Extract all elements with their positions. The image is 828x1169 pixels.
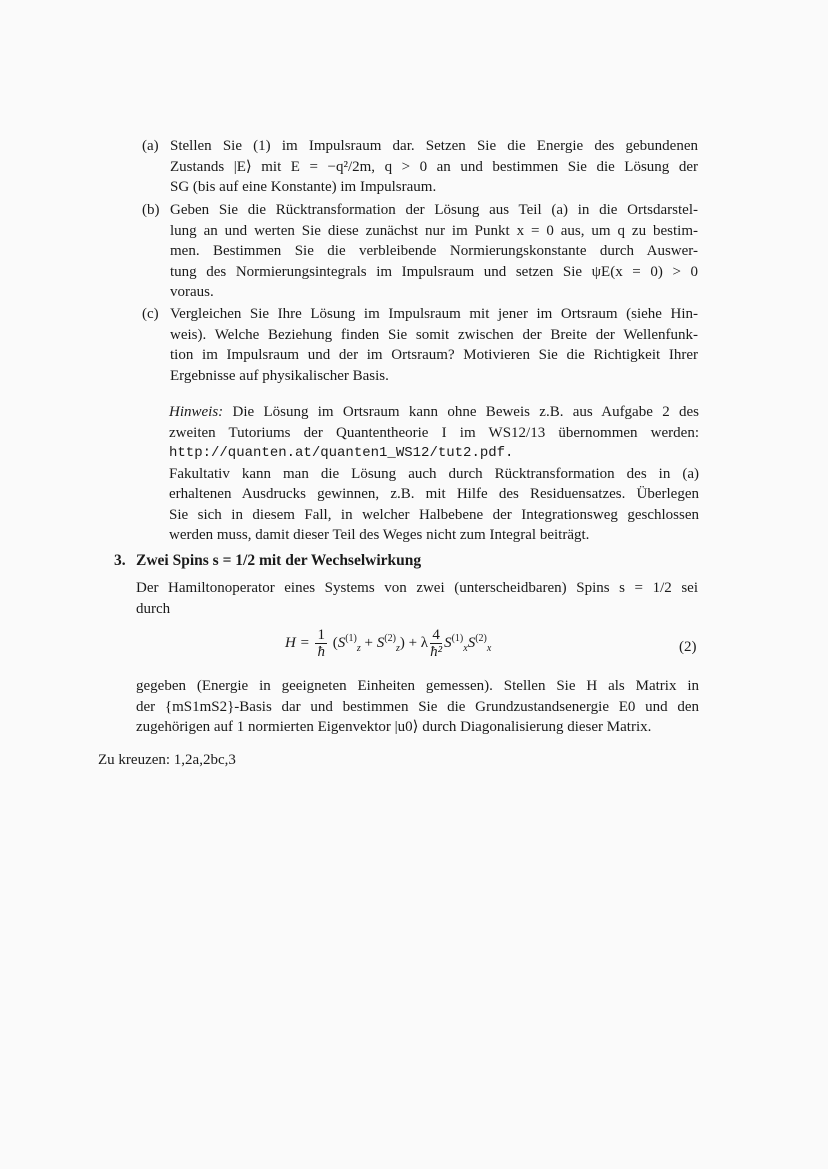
eq-fraction-1 [315, 627, 327, 660]
text-line: Ergebnisse auf physikalischer Basis. [170, 367, 389, 384]
text-line: Der Hamiltonoperator eines Systems von zwei (unterscheidbaren) Spins s = 1/2 sei [136, 580, 698, 596]
hint-line: werden muss, damit dieser Teil des Weges nicht zum Integral beiträgt. [169, 527, 590, 543]
eq-sub-x: x [463, 642, 468, 654]
text-line: Vergleichen Sie Ihre Lösung im Impulsraum mit jener im Ortsraum (siehe Hin- [170, 306, 698, 322]
eq-sz1: S [337, 634, 346, 651]
section-3 [114, 551, 704, 617]
subtask-b [142, 200, 698, 303]
text-line: zugehörigen auf 1 normierten Eigenvektor |u0⟩ durch Diagonalisierung dieser Matrix. [136, 719, 652, 735]
eq-paren-close: ) [399, 634, 405, 651]
hint-text: Die Lösung im Ortsraum kann ohne Beweis z.B. aus Aufgabe 2 des [232, 404, 699, 420]
text-line: gegeben (Energie in geeigneten Einheiten gemessen). Stellen Sie H als Matrix in [136, 678, 699, 694]
eq-fraction-2 [430, 627, 442, 660]
eq-sup-1: (1) [345, 632, 357, 644]
section-after-text [136, 676, 699, 738]
subtask-a-text [170, 136, 698, 198]
eq-sx2: S [467, 634, 476, 651]
subtask-a [142, 136, 698, 198]
eq-sub-x: x [486, 642, 492, 654]
section-title-text: Zwei Spins s = 1/2 mit der Wechselwirkung [136, 552, 422, 569]
hint-line: Fakultativ kann man die Lösung auch durch Rücktransformation des in (a) [169, 465, 699, 482]
eq-sup-1: (1) [451, 632, 464, 644]
subtask-b-text [170, 200, 698, 303]
text-line: Geben Sie die Rücktransformation der Lösung aus Teil (a) in die Ortsdarstel- [170, 202, 698, 218]
text-line: men. Bestimmen Sie die verbleibende Normierungskonstante durch Auswer- [170, 243, 698, 259]
subtask-c-text [170, 304, 698, 386]
eq-sz2: S [376, 634, 385, 651]
subtask-a-label: (a) [142, 138, 159, 154]
hint-line: erhaltenen Ausdrucks gewinnen, z.B. mit Hilfe des Residuensatzes. Überlegen [169, 486, 699, 502]
section-intro [136, 578, 698, 619]
text-line: Stellen Sie (1) im Impulsraum dar. Setzen Sie die Energie des gebundenen [170, 138, 698, 154]
footer-note: Zu kreuzen: 1,2a,2bc,3 [98, 752, 236, 768]
subtask-c [142, 304, 698, 386]
text-line: durch [136, 600, 171, 617]
eq-sup-2: (2) [475, 632, 487, 644]
text-line: voraus. [170, 284, 214, 300]
eq-sup-2: (2) [384, 632, 396, 644]
section-number: 3. [114, 552, 126, 569]
eq-sx1: S [444, 634, 452, 651]
eq-frac2-den: ħ² [430, 644, 443, 660]
eq-sub-z: z [356, 642, 361, 654]
subtask-b-label: (b) [142, 202, 160, 218]
eq-frac1-den: ħ [317, 644, 325, 660]
eq-sub-z: z [395, 642, 400, 654]
eq-paren-open: ( [332, 634, 338, 651]
hint-line: Sie sich in diesem Fall, in welcher Halbebene der Integrationsweg geschlossen [169, 506, 699, 523]
text-line: Zustands |E⟩ mit E = −q²/2m, q > 0 an und bestimmen Sie die Lösung der [170, 158, 698, 175]
hint-label: Hinweis: [169, 404, 224, 420]
eq-frac2-num: 4 [430, 627, 442, 644]
hint-line [169, 402, 699, 423]
text-line: tion im Impulsraum und der im Ortsraum? Motivieren Sie die Richtigkeit Ihrer [170, 347, 698, 363]
hint-url-link[interactable]: http://quanten.at/quanten1_WS12/tut2.pdf. [169, 445, 514, 461]
equation-number: (2) [679, 639, 697, 655]
section-title [114, 551, 704, 572]
eq-plus-lambda: + λ [408, 634, 429, 651]
hint-block [169, 402, 699, 546]
text-line: tung des Normierungsintegrals im Impulsraum und setzen Sie ψE(x = 0) > 0 [170, 263, 698, 280]
text-line: SG (bis auf eine Konstante) im Impulsraum. [170, 179, 437, 195]
subtask-c-label: (c) [142, 306, 159, 322]
text-line: lung an und werten Sie diese zunächst nur im Punkt x = 0 aus, um q zu bestim- [170, 222, 698, 239]
eq-plus: + [364, 634, 374, 651]
hint-line: zweiten Tutoriums der Quantentheorie I im WS12/13 übernommen werden: [169, 424, 699, 441]
hamiltonian-equation [285, 627, 585, 667]
text-line: der {mS1mS2}-Basis dar und bestimmen Sie die Grundzustandsenergie E0 und den [136, 698, 699, 715]
text-line: weis). Welche Beziehung finden Sie somit zwischen der Breite der Wellenfunk- [170, 326, 698, 343]
eq-lhs: H = [285, 634, 310, 651]
eq-frac1-num: 1 [317, 627, 325, 643]
